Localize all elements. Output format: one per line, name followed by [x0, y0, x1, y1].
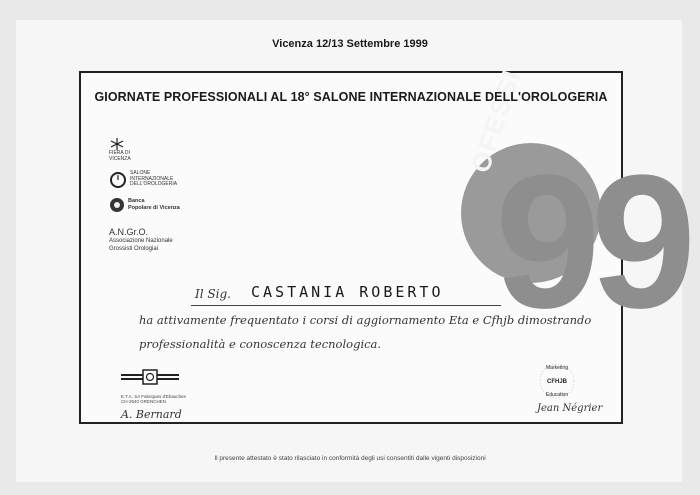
recipient-name: CASTANIA ROBERTO — [251, 283, 444, 301]
recipient-prefix: Il Sig. — [195, 287, 231, 301]
date-line: Vicenza 12/13 Settembre 1999 — [272, 38, 428, 50]
eta-caption-1: E.T.A. SA Fabriques d'Ebauches — [121, 394, 186, 399]
salone-line3: DELL'OROLOGERIA — [130, 181, 178, 188]
disc-lettering: OFESSI — [465, 64, 527, 177]
cfhjb-name-text: CFHJB — [546, 379, 568, 385]
sponsor-logos — [109, 137, 229, 213]
cfhjb-marketing-text: Marketing — [546, 365, 568, 371]
fiera-line1: FIERA DI — [109, 150, 130, 156]
cfhjb-badge-icon — [531, 361, 583, 401]
salone-line1: SALONE — [130, 169, 151, 176]
eta-caption-2: CH-2540 GRENCHEN — [121, 399, 167, 405]
agro-line1: Associazione Nazionale — [109, 238, 173, 245]
left-signature: A. Bernard — [121, 407, 182, 421]
cfhjb-logo — [531, 361, 611, 406]
agro-line2: Grossisti Orologiai — [109, 245, 159, 252]
banca-line2: Popolare di Vicenza — [128, 204, 180, 211]
eta-logo-icon — [121, 369, 179, 385]
eta-signature-block — [121, 369, 221, 421]
fiera-line2: VICENZA — [109, 155, 131, 162]
banca-line1: Banca — [128, 198, 145, 205]
clock-circle-icon — [109, 171, 127, 189]
cfhjb-education-text: Education — [545, 392, 569, 398]
footer-note: Il presente attestato è stato rilasciato in conformità degli usi consentiti dalle vigenti disposizioni — [214, 455, 486, 462]
banca-logo — [109, 197, 229, 213]
agro-acronym: A.N.Gr.O. — [109, 227, 149, 237]
banca-emblem-icon — [109, 197, 125, 213]
agro-block — [109, 227, 173, 253]
body-line-2: professionalità e conoscenza tecnologica. — [139, 337, 382, 351]
salone-line2: INTERNAZIONALE — [130, 175, 174, 182]
body-line-1: ha attivamente frequentato i corsi di aggiornamento Eta e Cfhjb dimostrando — [139, 313, 592, 327]
right-signature: Jean Négrier — [537, 403, 603, 414]
asterisk-icon — [109, 137, 125, 151]
fiera-logo — [109, 137, 229, 163]
big-99-graphic: 99 — [495, 136, 687, 348]
certificate-title: GIORNATE PROFESSIONALI AL 18° SALONE INTERNAZIONALE DELL'OROLOGERIA — [94, 90, 608, 104]
salone-logo — [109, 171, 229, 189]
certificate-frame — [79, 64, 687, 424]
